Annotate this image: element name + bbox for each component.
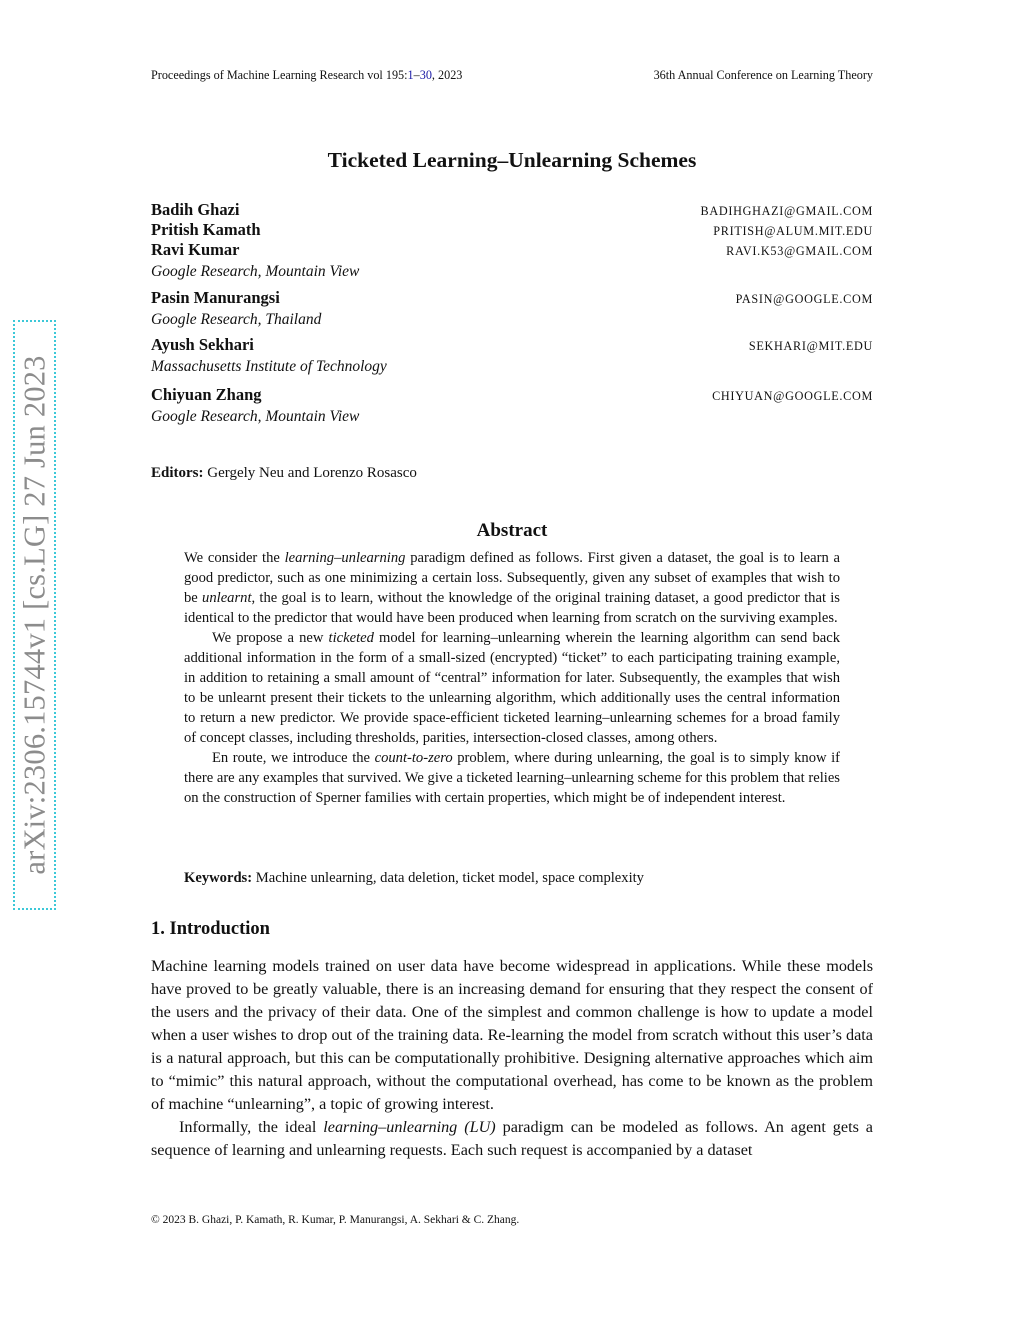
page-end-link[interactable]: 30 (419, 68, 432, 82)
author-email[interactable]: PASIN@GOOGLE.COM (735, 292, 873, 306)
author-name: Pasin Manurangsi (151, 288, 280, 307)
author-email[interactable]: SEKHARI@MIT.EDU (748, 339, 873, 353)
editors-label: Editors: (151, 465, 204, 481)
body-paragraph: Informally, the ideal learning–unlearning (LU) paradigm can be modeled as follows. An agent gets a sequence of learning and unlearning requests. Each such request is accompanied by a dataset (151, 1118, 873, 1159)
author-email[interactable]: BADIHGHAZI@GMAIL.COM (700, 204, 873, 218)
running-header (151, 68, 873, 83)
keywords-label: Keywords: (184, 870, 253, 886)
author-affiliation: Massachusetts Institute of Technology (151, 358, 387, 375)
author-name: Ayush Sekhari (151, 335, 254, 354)
author-entry (151, 288, 873, 308)
conference-name: 36th Annual Conference on Learning Theory (653, 68, 873, 82)
abstract-paragraph: We propose a new ticketed model for learning–unlearning wherein the learning algorithm can send back additional information in the form of a small-sized (encrypted) “ticket” to each participating training example, in addition to retaining a small amount of “central” information for later. Subsequently, the examples that wish to be unlearnt present their tickets to the unlearning algorithm, which additionally uses the central information to return a new predictor. We provide space-efficient ticketed learning–unlearning schemes for a broad family of concept classes, including thresholds, parities, intersection-closed classes, among others. (184, 630, 841, 746)
section-heading: 1. Introduction (151, 919, 270, 939)
author-name: Chiyuan Zhang (151, 385, 262, 404)
arxiv-identifier: arXiv:2306.15744v1 [cs.LG] 27 Jun 2023 (17, 355, 51, 875)
author-affiliation: Google Research, Mountain View (151, 263, 360, 280)
author-group-google-mv (151, 200, 873, 282)
author-email[interactable]: PRITISH@ALUM.MIT.EDU (713, 224, 873, 238)
author-name: Ravi Kumar (151, 240, 240, 259)
author-name: Badih Ghazi (151, 200, 240, 219)
page-start-link[interactable]: 1 (407, 68, 414, 82)
author-entry (151, 240, 873, 260)
section-body (151, 955, 873, 1162)
abstract-paragraph: We consider the learning–unlearning paradigm defined as follows. First given a dataset, the goal is to learn a good predictor, such as one minimizing a certain loss. Subsequently, given any subset of examples that wish to be unlearnt, the goal is to learn, without the knowledge of the original training dataset, a good predictor that is identical to the predictor that would have been produced when learning from scratch on the surviving examples. (184, 550, 840, 626)
arxiv-stamp (13, 320, 56, 910)
author-group-google-mv-2 (151, 385, 873, 427)
abstract-body (184, 548, 840, 808)
author-affiliation: Google Research, Mountain View (151, 408, 360, 425)
editors-names: Gergely Neu and Lorenzo Rosasco (203, 465, 417, 481)
paper-title: Ticketed Learning–Unlearning Schemes (327, 148, 697, 172)
copyright-footer: © 2023 B. Ghazi, P. Kamath, R. Kumar, P. Manurangsi, A. Sekhari & C. Zhang. (151, 1214, 520, 1226)
author-email[interactable]: CHIYUAN@GOOGLE.COM (712, 389, 873, 403)
author-group-mit (151, 335, 873, 377)
keywords-line (184, 870, 644, 887)
author-entry (151, 220, 873, 240)
author-entry (151, 200, 873, 220)
author-group-google-thailand (151, 288, 873, 330)
author-affiliation: Google Research, Thailand (151, 311, 322, 328)
body-paragraph: Machine learning models trained on user data have become widespread in applications. While these models have proved to be greatly valuable, there is an increasing demand for ensuring that they respect the consent of the users and the privacy of their data. One of the simplest and common challenge is how to update a model when a user wishes to drop out of the training data. Re-learning the model from scratch without this user’s data is a natural approach, but this can be computationally prohibitive. Designing alternative approaches which aim to “mimic” this natural approach, without the computational overhead, has come to be known as the problem of machine “unlearning”, a topic of growing interest. (151, 957, 873, 1113)
abstract-heading: Abstract (476, 520, 548, 541)
author-entry (151, 335, 873, 355)
author-name: Pritish Kamath (151, 220, 261, 239)
editors-line (151, 465, 417, 482)
keywords-text: Machine unlearning, data deletion, ticket model, space complexity (252, 870, 644, 886)
journal-info: Proceedings of Machine Learning Research vol 195:1–30, 2023 (151, 68, 463, 82)
author-email[interactable]: RAVI.K53@GMAIL.COM (726, 244, 873, 258)
author-entry (151, 385, 873, 405)
abstract-paragraph: En route, we introduce the count-to-zero problem, where during unlearning, the goal is to simply know if there are any examples that survived. We give a ticketed learning–unlearning scheme for this problem that relies on the construction of Sperner families with certain properties, which might be of independent interest. (184, 750, 841, 806)
